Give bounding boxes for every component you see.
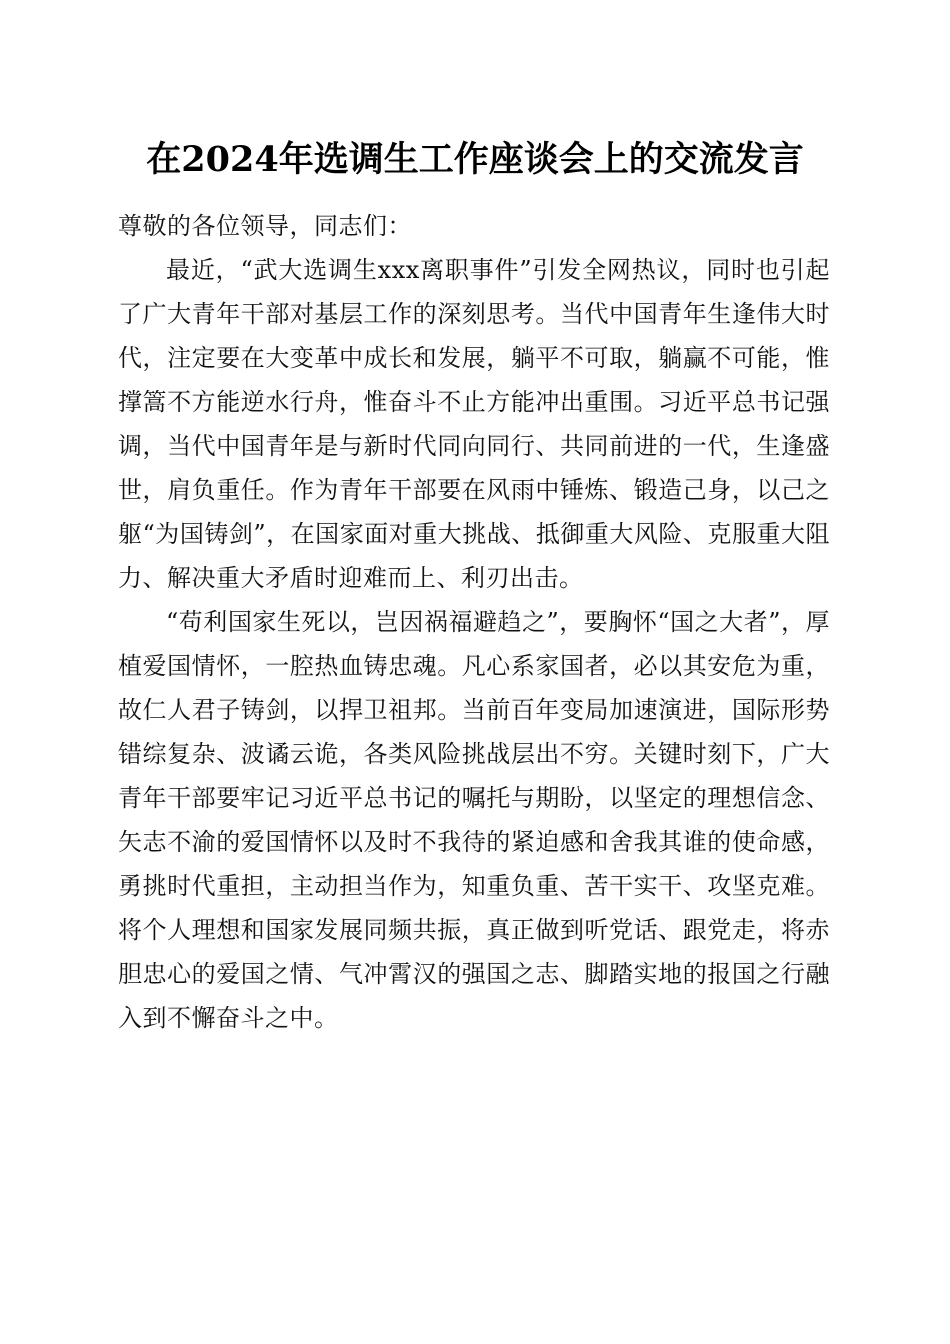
document-title: 在2024年选调生工作座谈会上的交流发言 (146, 139, 804, 180)
document-body (118, 204, 830, 1040)
salutation: 尊敬的各位领导，同志们： (118, 212, 412, 240)
paragraph-1: 最近，“武大选调生xxx离职事件”引发全网热议，同时也引起了广大青年干部对基层工作的深刻思考。当代中国青年生逢伟大时代，注定要在大变革中成长和发展，躺平不可取，躺赢不可能，惟撑篙不方能逆水行舟，惟奋斗不止方能冲出重围。习近平总书记强调，当代中国青年是与新时代同向同行、共同前进的一代，生逢盛世，肩负重任。作为青年干部要在风雨中锤炼、锻造己身，以己之躯“为国铸剑”，在国家面对重大挑战、抵御重大风险、克服重大阻力、解决重大矛盾时迎难而上、利刃出击。 (118, 256, 830, 592)
paragraph-2: “苟利国家生死以，岂因祸福避趋之”，要胸怀“国之大者”，厚植爱国情怀，一腔热血铸忠魂。凡心系家国者，必以其安危为重，故仁人君子铸剑，以捍卫祖邦。当前百年变局加速演进，国际形势错综复杂、波谲云诡，各类风险挑战层出不穷。关键时刻下，广大青年干部要牢记习近平总书记的嘱托与期盼，以坚定的理想信念、矢志不渝的爱国情怀以及时不我待的紧迫感和舍我其谁的使命感，勇挑时代重担，主动担当作为，知重负重、苦干实干、攻坚克难。将个人理想和国家发展同频共振，真正做到听党话、跟党走，将赤胆忠心的爱国之情、气冲霄汉的强国之志、脚踏实地的报国之行融入到不懈奋斗之中。 (118, 608, 830, 1032)
